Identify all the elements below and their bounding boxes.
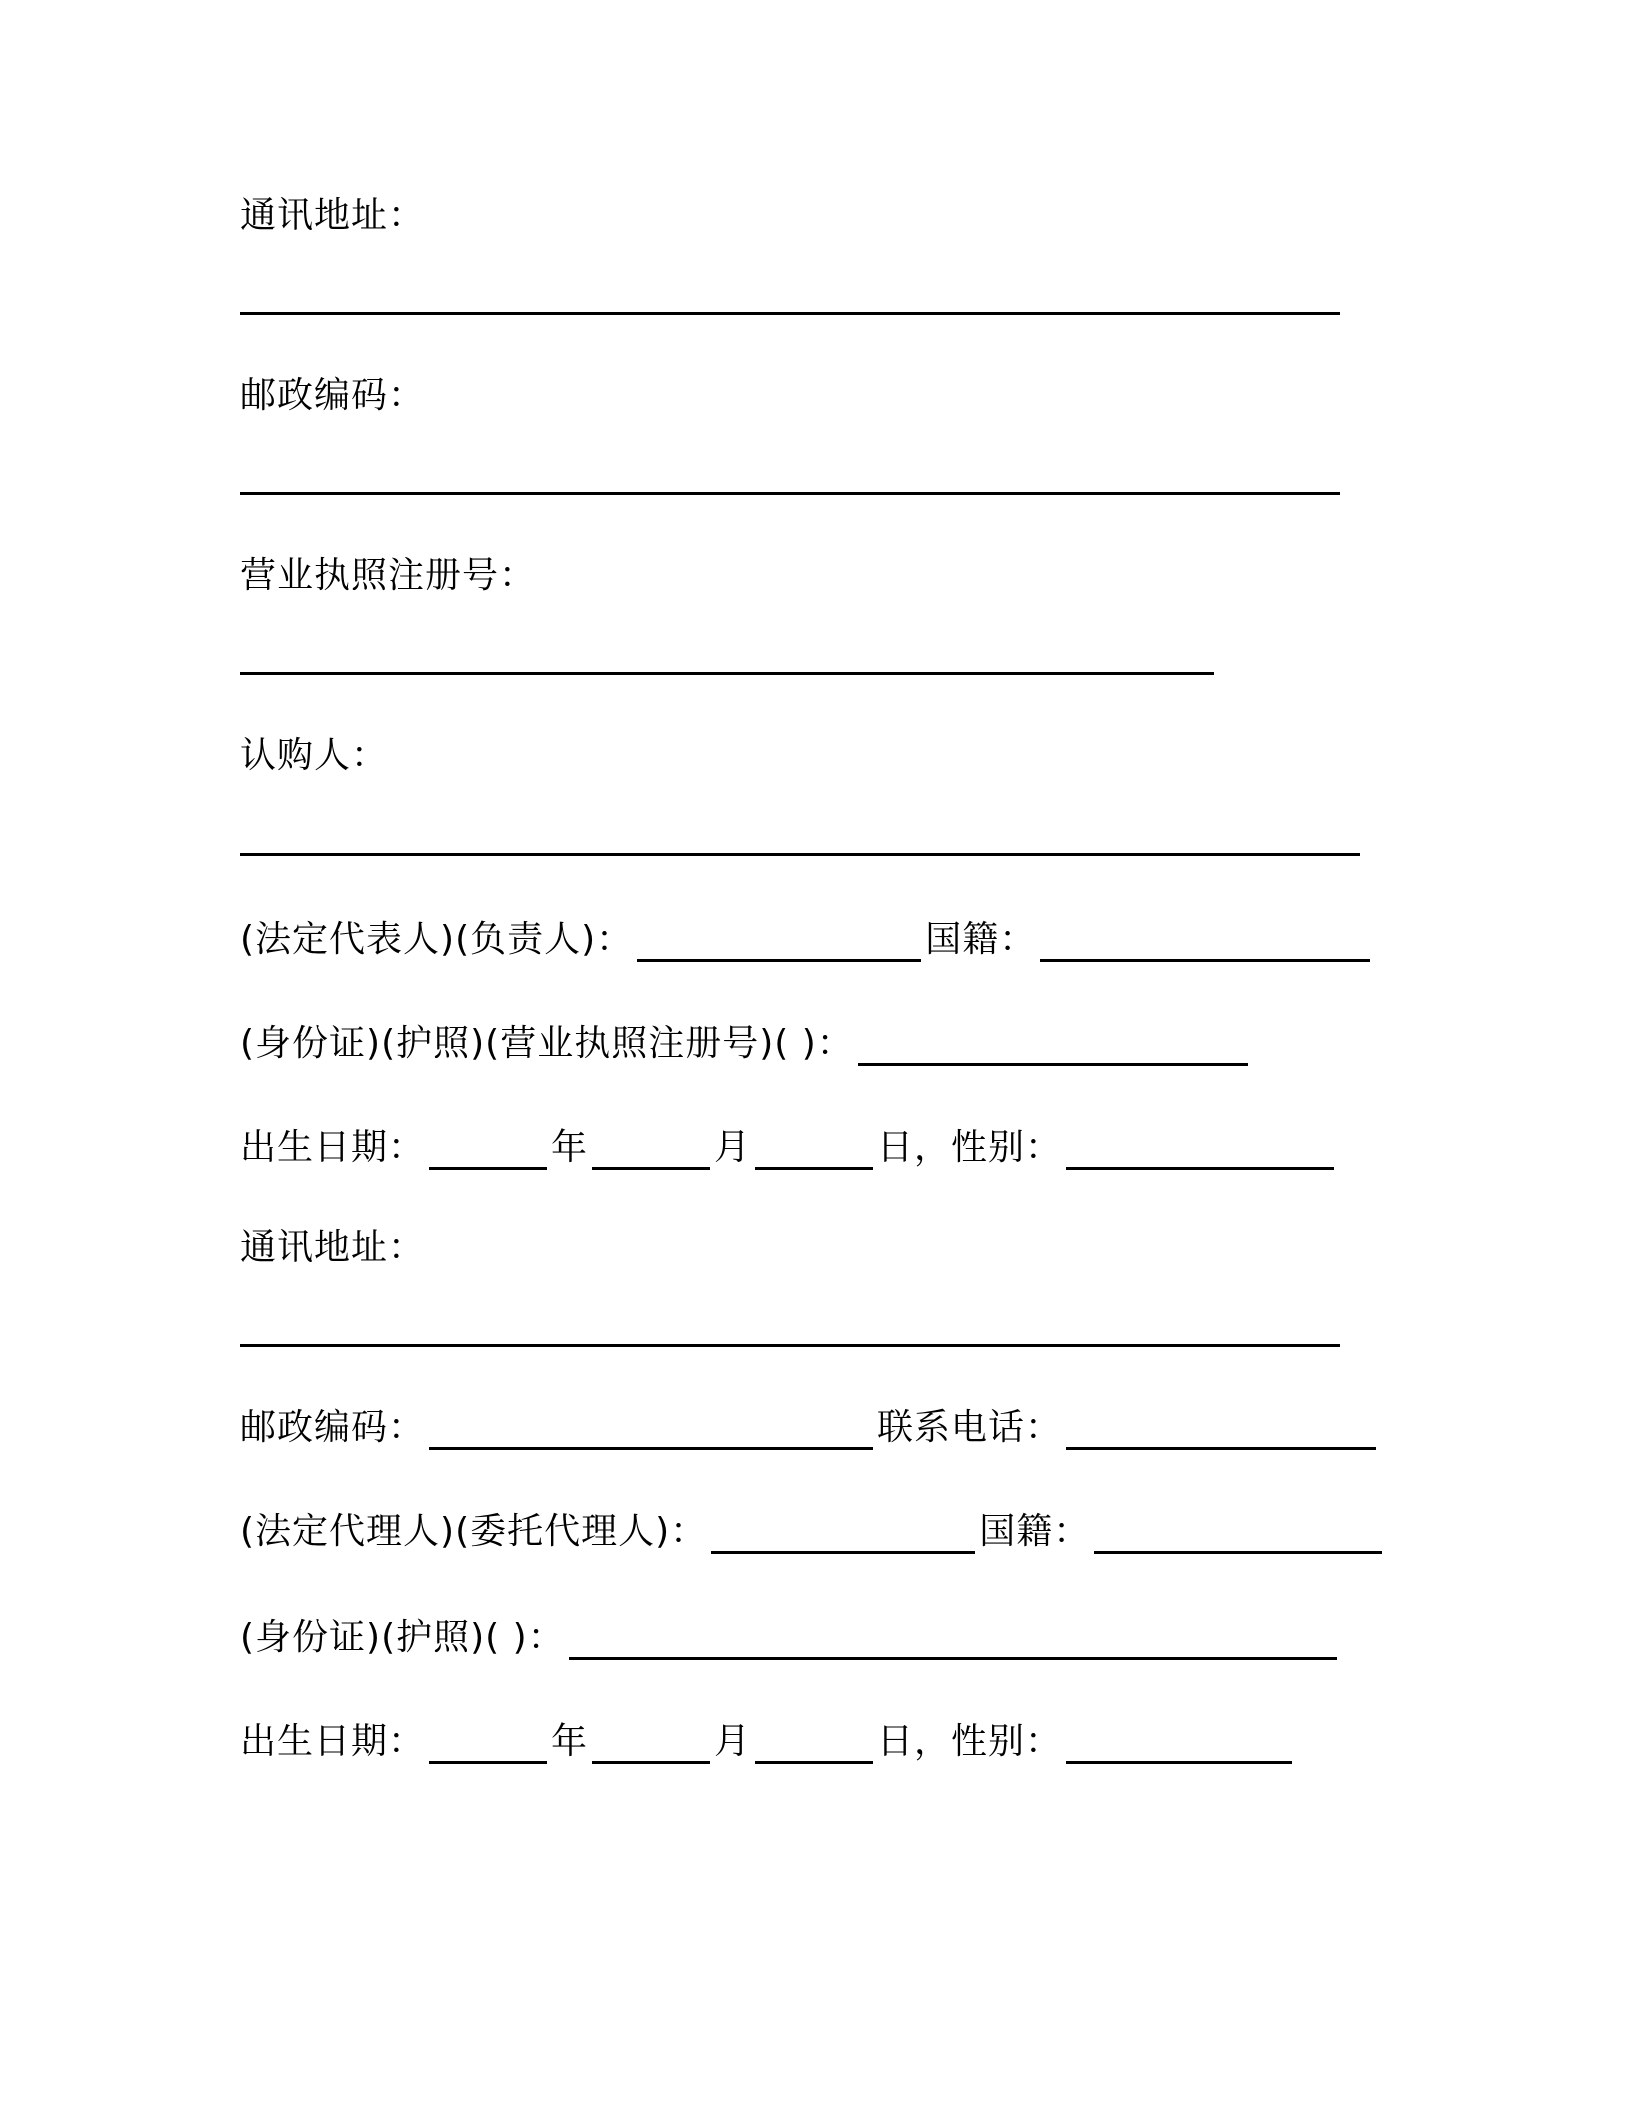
postcode-label-2: 邮政编码： (240, 1407, 426, 1448)
id-label-2: (身份证)(护照)( )： (240, 1617, 565, 1658)
id-row-2 (240, 1616, 1341, 1660)
id-row-1 (240, 1022, 1252, 1066)
legal-rep-label: (法定代表人)(负责人)： (240, 919, 634, 960)
address-label-1: 通讯地址： (240, 195, 426, 236)
postcode-phone-row (240, 1406, 1380, 1450)
nationality-blank-1[interactable] (1040, 931, 1370, 962)
agent-label: (法定代理人)(委托代理人)： (240, 1511, 708, 1552)
subscriber-row (240, 734, 388, 778)
postcode-blank-1[interactable] (240, 492, 1340, 495)
gender-blank-2[interactable] (1066, 1733, 1292, 1764)
gender-blank-1[interactable] (1066, 1139, 1334, 1170)
license-label: 营业执照注册号： (240, 555, 537, 596)
id-blank-1[interactable] (858, 1035, 1248, 1066)
agent-row (240, 1510, 1386, 1554)
license-row (240, 554, 536, 598)
legal-rep-row (240, 918, 1374, 962)
agent-blank[interactable] (711, 1523, 975, 1554)
id-blank-2[interactable] (569, 1629, 1337, 1660)
birth-year-blank-2[interactable] (429, 1733, 547, 1764)
birth-month-blank-1[interactable] (592, 1139, 710, 1170)
day-gender-label-2: 日，性别： (877, 1721, 1063, 1762)
subscriber-blank[interactable] (240, 853, 1360, 856)
address-blank-2[interactable] (240, 1344, 1340, 1347)
license-blank[interactable] (240, 672, 1214, 675)
subscriber-label: 认购人： (240, 735, 389, 776)
postcode-row-1 (240, 374, 425, 418)
birth-row-2 (240, 1720, 1296, 1764)
postcode-blank-2[interactable] (429, 1419, 873, 1450)
year-label-2: 年 (551, 1721, 589, 1762)
address-blank-1[interactable] (240, 312, 1340, 315)
birth-day-blank-2[interactable] (755, 1733, 873, 1764)
phone-label: 联系电话： (877, 1407, 1063, 1448)
day-gender-label-1: 日，性别： (877, 1127, 1063, 1168)
birth-label-1: 出生日期： (240, 1127, 426, 1168)
phone-blank[interactable] (1066, 1419, 1376, 1450)
birth-year-blank-1[interactable] (429, 1139, 547, 1170)
month-label-2: 月 (714, 1721, 752, 1762)
birth-label-2: 出生日期： (240, 1721, 426, 1762)
year-label-1: 年 (551, 1127, 589, 1168)
postcode-label-1: 邮政编码： (240, 375, 426, 416)
legal-rep-blank[interactable] (637, 931, 921, 962)
nationality-label-2: 国籍： (979, 1511, 1091, 1552)
address-row-2 (240, 1226, 425, 1270)
nationality-blank-2[interactable] (1094, 1523, 1382, 1554)
birth-row-1 (240, 1126, 1338, 1170)
address-label-2: 通讯地址： (240, 1227, 426, 1268)
address-row-1 (240, 194, 425, 238)
nationality-label-1: 国籍： (925, 919, 1037, 960)
id-label-1: (身份证)(护照)(营业执照注册号)( )： (240, 1023, 854, 1064)
birth-month-blank-2[interactable] (592, 1733, 710, 1764)
birth-day-blank-1[interactable] (755, 1139, 873, 1170)
month-label-1: 月 (714, 1127, 752, 1168)
